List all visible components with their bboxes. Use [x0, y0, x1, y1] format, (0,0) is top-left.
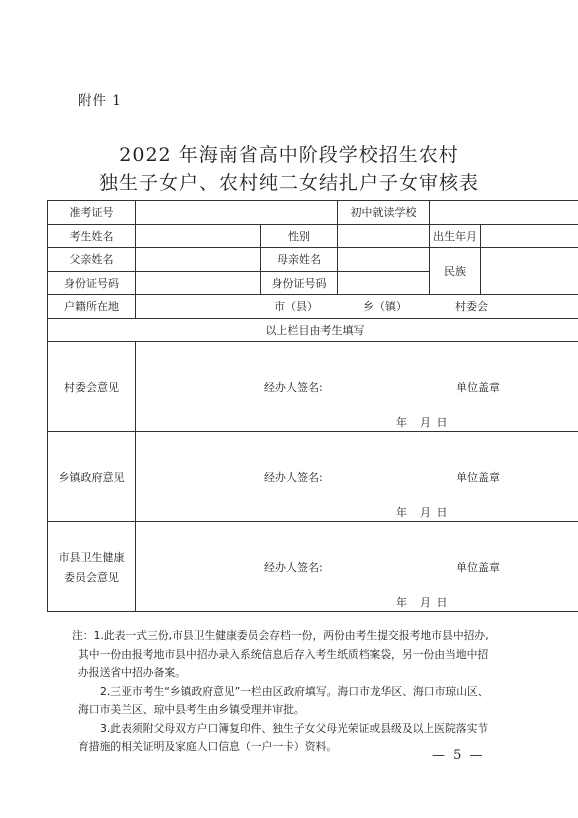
- health-opinion-label-line1: 市县卫生健康: [58, 550, 125, 564]
- form-row-village-opinion: [48, 342, 578, 432]
- gender-label: 性别: [261, 224, 338, 248]
- date-label: 年 月 日: [396, 506, 449, 519]
- birth-field[interactable]: [481, 224, 578, 248]
- father-name-field[interactable]: [136, 248, 261, 272]
- health-opinion-field[interactable]: [136, 522, 578, 612]
- village-label: 村委会: [455, 300, 488, 314]
- note-3a: 3.此表须附父母双方户口簿复印件、独生子女父母光荣证或县级及以上医院落实节: [100, 721, 489, 735]
- date-label: 年 月 日: [396, 416, 449, 429]
- junior-school-label: 初中就读学校: [338, 201, 430, 225]
- form-row-household: [48, 295, 578, 319]
- father-id-label: 身份证号码: [48, 271, 136, 295]
- household-label: 户籍所在地: [48, 295, 136, 319]
- mother-name-label: 母亲姓名: [261, 248, 338, 272]
- father-id-field[interactable]: [136, 271, 261, 295]
- city-county-label: 市（县）: [274, 300, 318, 314]
- village-opinion-label: 村委会意见: [48, 342, 136, 432]
- note-1c: 办报送省中招办备案。: [78, 666, 186, 679]
- town-opinion-field[interactable]: [136, 432, 578, 522]
- gender-field[interactable]: [338, 224, 430, 248]
- exam-no-field[interactable]: [136, 201, 338, 225]
- household-field[interactable]: [136, 295, 578, 319]
- birth-label: 出生年月: [430, 224, 481, 248]
- page-number: — 5 —: [432, 748, 485, 763]
- exam-no-label: 准考证号: [48, 201, 136, 225]
- mother-id-label: 身份证号码: [261, 271, 338, 295]
- junior-school-field[interactable]: [430, 201, 578, 225]
- signature-label: 经办人签名:: [264, 471, 323, 484]
- mother-name-field[interactable]: [338, 248, 430, 272]
- mother-id-field[interactable]: [338, 271, 430, 295]
- ethnicity-field[interactable]: [481, 248, 578, 295]
- note-3b: 育措施的相关证明及家庭人口信息（一户一卡）资料。: [78, 740, 338, 753]
- signature-label: 经办人签名:: [264, 561, 323, 574]
- father-name-label: 父亲姓名: [48, 248, 136, 272]
- student-name-label: 考生姓名: [48, 224, 136, 248]
- note-1b: 其中一份由报考地市县中招办录入系统信息后存入考生纸质档案袋，另一份由当地中招: [78, 647, 489, 661]
- form-row-student: [48, 224, 578, 248]
- note-1a: 注：1.此表一式三份,市县卫生健康委员会存档一份，两份由考生提交报考地市县中招办,: [72, 629, 489, 642]
- health-opinion-label-line2: 委员会意见: [64, 570, 119, 584]
- health-opinion-label: [48, 522, 136, 612]
- form-row-note: [48, 318, 578, 342]
- town-opinion-label: 乡镇政府意见: [48, 432, 136, 522]
- form-row-health-opinion: [48, 522, 578, 612]
- seal-label: 单位盖章: [456, 561, 500, 574]
- notes-block: [72, 627, 518, 757]
- date-label: 年 月 日: [396, 596, 449, 609]
- ethnicity-label: 民族: [430, 248, 481, 295]
- title-line-1: 2022 年海南省高中阶段学校招生农村: [119, 144, 459, 166]
- form-row-exam: [48, 201, 578, 225]
- village-opinion-field[interactable]: [136, 342, 578, 432]
- review-form-table: [47, 200, 578, 612]
- student-name-field[interactable]: [136, 224, 261, 248]
- form-row-parent-names: [48, 248, 578, 272]
- town-label: 乡（镇）: [363, 300, 407, 314]
- form-row-town-opinion: [48, 432, 578, 522]
- seal-label: 单位盖章: [456, 381, 500, 394]
- title-line-2: 独生子女户、农村纯二女结扎户子女审核表: [98, 172, 479, 194]
- attachment-label: 附件 1: [78, 93, 122, 109]
- note-2b: 海口市美兰区、琼中县考生由乡镇受理并审批。: [78, 703, 305, 716]
- filled-by-student-note: 以上栏目由考生填写: [48, 318, 578, 342]
- seal-label: 单位盖章: [456, 471, 500, 484]
- signature-label: 经办人签名:: [264, 381, 323, 394]
- note-2a: 2.三亚市考生“乡镇政府意见”一栏由区政府填写。海口市龙华区、海口市琼山区、: [100, 684, 489, 698]
